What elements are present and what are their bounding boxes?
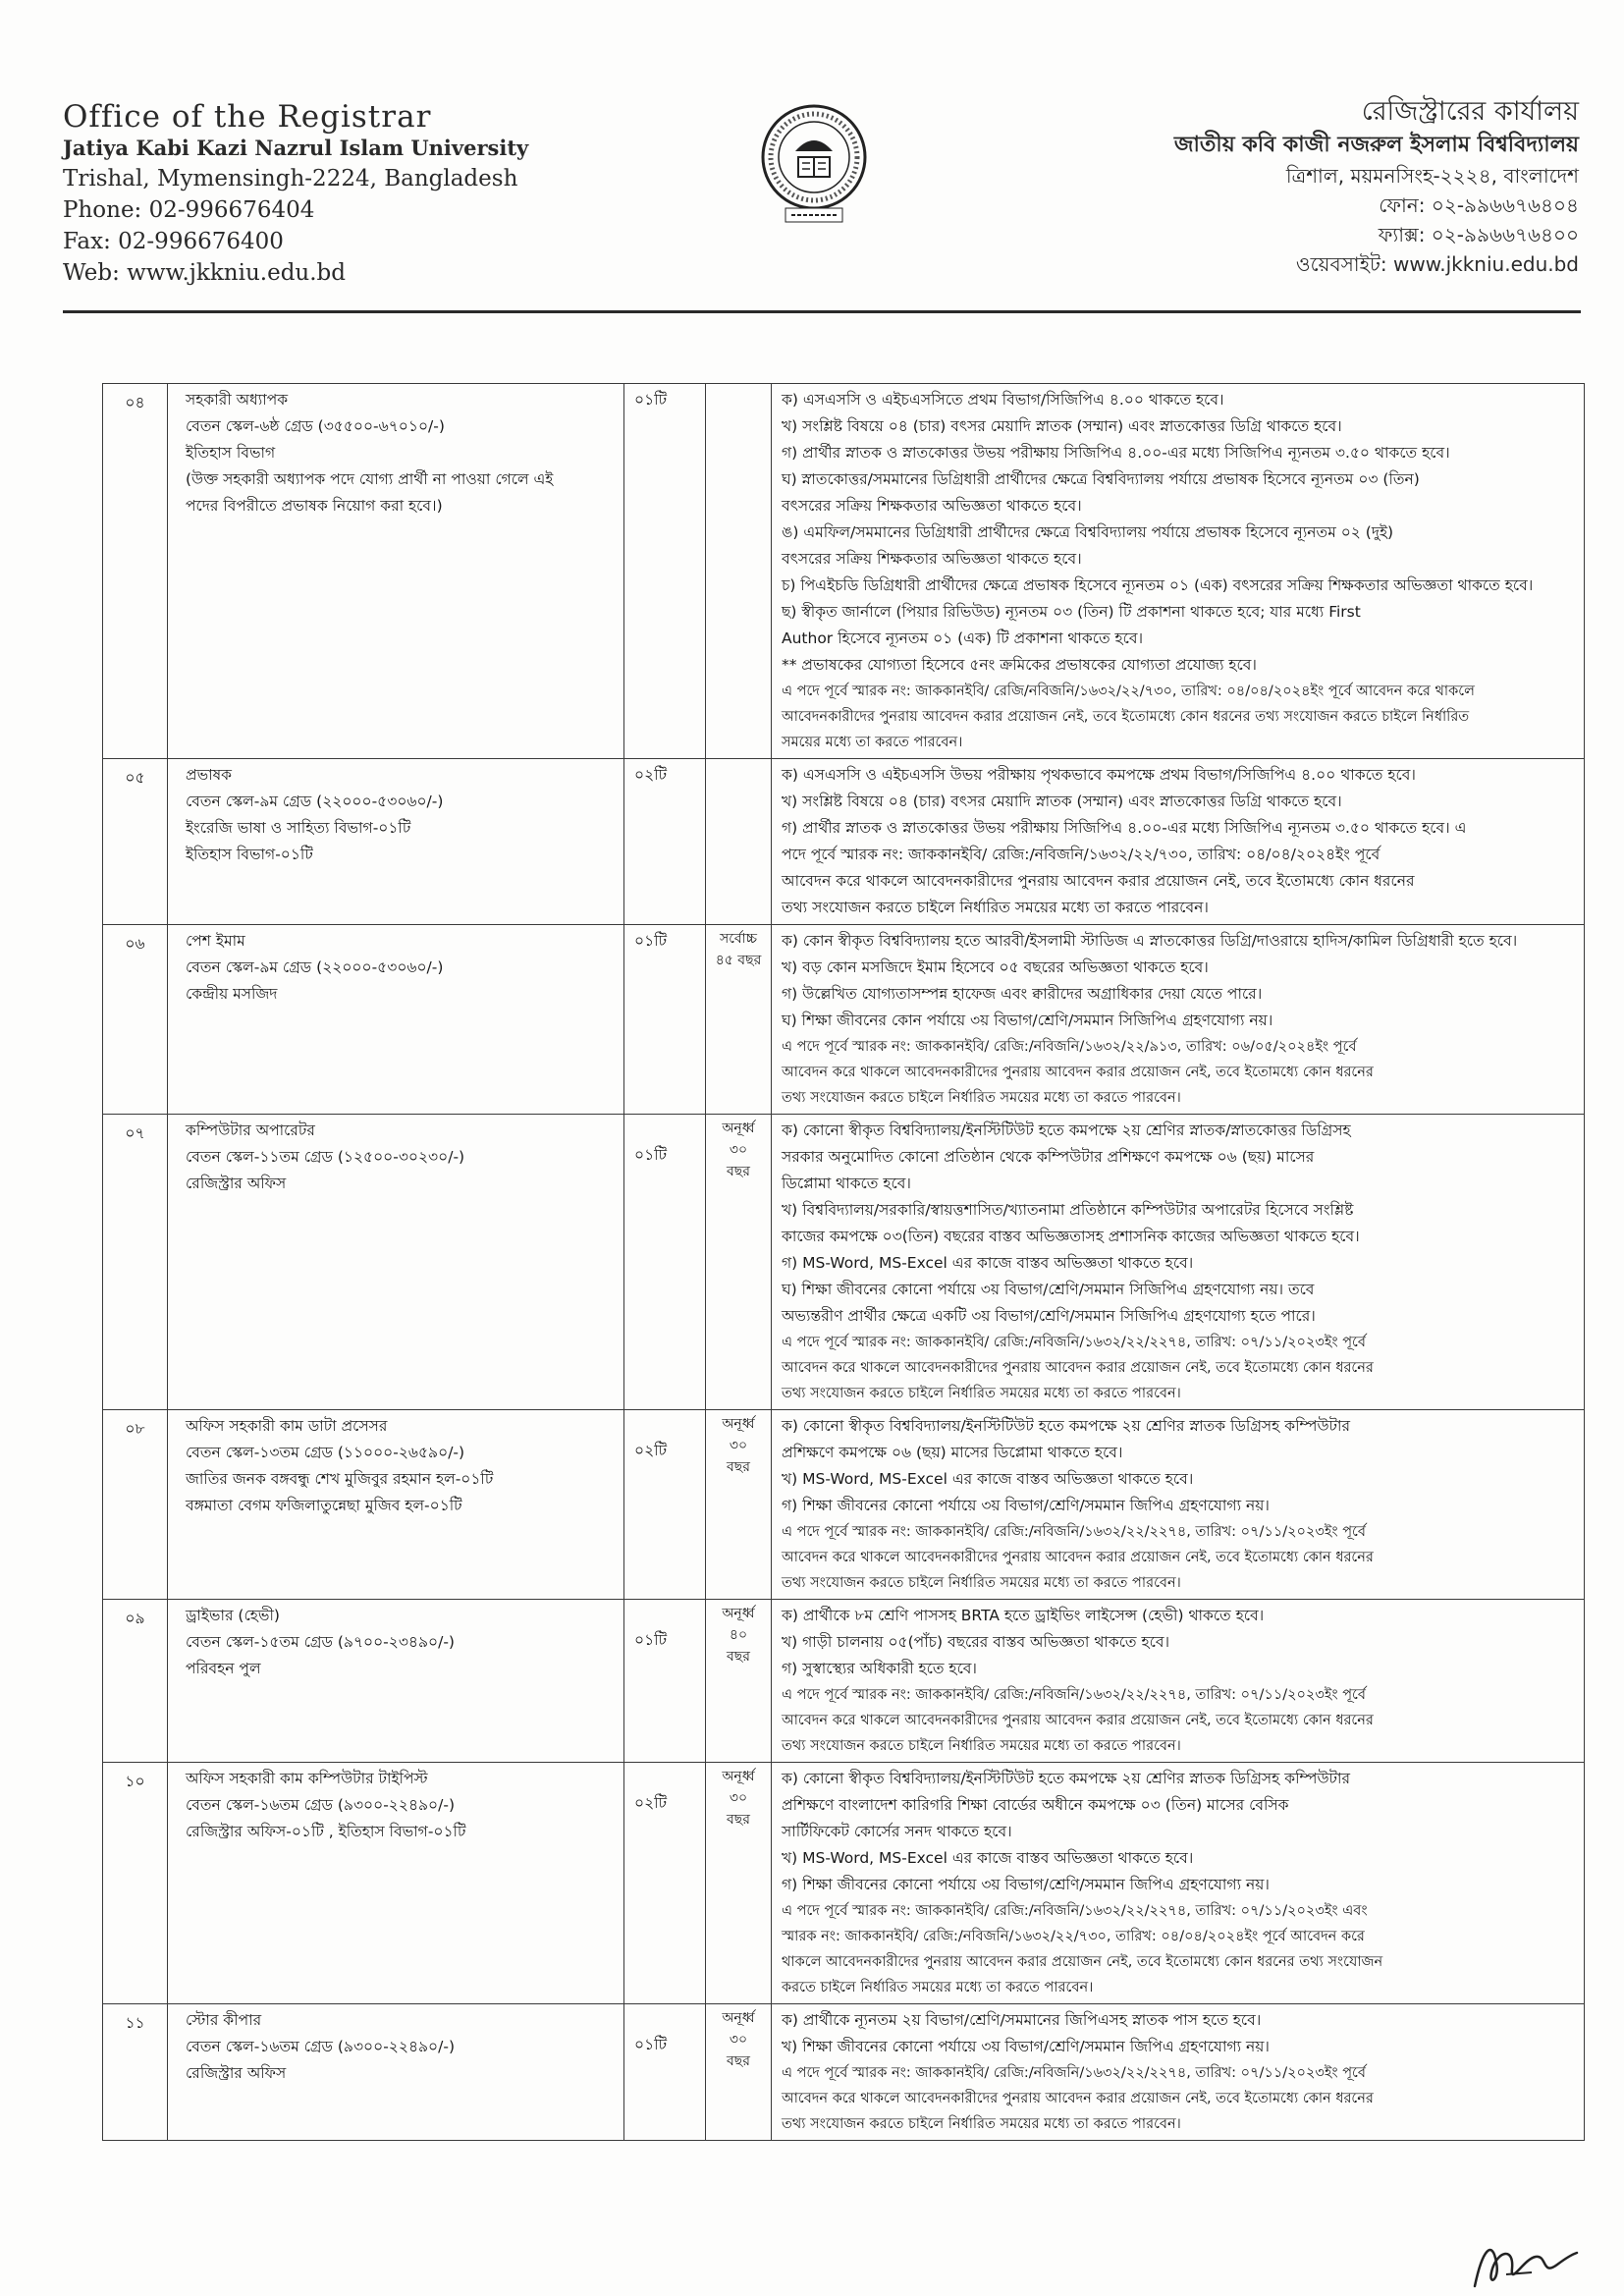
post-detail-line: রেজিস্ট্রার অফিস bbox=[186, 1175, 287, 1192]
post-detail-line: বেতন স্কেল-১৬তম গ্রেড (৯৩০০-২২৪৯০/-) bbox=[186, 2038, 456, 2055]
web-en: Web: www.jkkniu.edu.bd bbox=[63, 260, 347, 286]
post-count: ০১টি bbox=[624, 2004, 706, 2141]
post-title: কম্পিউটার অপারেটর bbox=[186, 1121, 315, 1139]
requirements-cell bbox=[772, 1115, 1585, 1410]
requirement-line: তথ্য সংযোজন করতে চাইলে নির্ধারিত সময়ের মধ্যে তা করতে পারবেন। bbox=[782, 899, 1209, 916]
requirement-line: ক) প্রার্থীকে ন্যূনতম ২য় বিভাগ/শ্রেণি/সমমানের জিপিএসহ স্নাতক পাস হতে হবে। bbox=[782, 2011, 1262, 2029]
requirements-cell bbox=[772, 2004, 1585, 2141]
requirement-line: ক) এসএসসি ও এইচএসসিতে প্রথম বিভাগ/সিজিপিএ ৪.০০ থাকতে হবে। bbox=[782, 391, 1224, 409]
previous-memo-note-line: এ পদে পূর্বে স্মারক নং: জাককানইবি/ রেজি/নবিজনি/১৬৩২/২২/৭৩০, তারিখ: ০৪/০৪/২০২৪ইং পূর্বে আবেদন করে থাকলে bbox=[782, 683, 1475, 699]
post-detail-line: বেতন স্কেল-৯ম গ্রেড (২২০০০-৫৩০৬০/-) bbox=[186, 793, 444, 810]
previous-memo-note-line: এ পদে পূর্বে স্মারক নং: জাককানইবি/ রেজি:/নবিজনি/১৬৩২/২২/২২৭৪, তারিখ: ০৭/১১/২০২৩ইং পূর্বে bbox=[782, 1524, 1366, 1540]
post-details-cell bbox=[168, 925, 624, 1115]
post-count: ০১টি bbox=[624, 1115, 706, 1410]
requirements-cell bbox=[772, 1410, 1585, 1600]
phone-en: Phone: 02-996676404 bbox=[63, 197, 315, 223]
serial-number: ০৮ bbox=[103, 1410, 168, 1600]
requirement-line: খ) MS-Word, MS-Excel এর কাজে বাস্তব অভিজ্ঞতা থাকতে হবে। bbox=[782, 1849, 1194, 1867]
requirement-line: ছ) স্বীকৃত জার্নালে (পিয়ার রিভিউড) ন্যূনতম ০৩ (তিন) টি প্রকাশনা থাকতে হবে; যার মধ্যে First bbox=[782, 603, 1361, 621]
serial-number: ১০ bbox=[103, 1763, 168, 2004]
requirement-line: প্রশিক্ষণে বাংলাদেশ কারিগরি শিক্ষা বোর্ডের অধীনে কমপক্ষে ০৩ (তিন) মাসের বেসিক bbox=[782, 1796, 1289, 1814]
university-name-en: Jatiya Kabi Kazi Nazrul Islam University bbox=[63, 136, 529, 160]
requirement-line: সরকার অনুমোদিত কোনো প্রতিষ্ঠান থেকে কম্পিউটার প্রশিক্ষণে কমপক্ষে ০৬ (ছয়) মাসের bbox=[782, 1148, 1315, 1166]
age-limit-cell bbox=[706, 1763, 772, 2004]
post-detail-line: রেজিস্ট্রার অফিস bbox=[186, 2064, 287, 2082]
previous-memo-note-line: আবেদনকারীদের পুনরায় আবেদন করার প্রয়োজন নেই, তবে ইতোমধ্যে কোন ধরনের তথ্য সংযোজন করতে চাইলে নির্ধারিত bbox=[782, 709, 1470, 725]
requirement-line: গ) উল্লেখিত যোগ্যতাসম্পন্ন হাফেজ এবং ক্বারীদের অগ্রাধিকার দেয়া যেতে পারে। bbox=[782, 985, 1263, 1003]
post-title: অফিস সহকারী কাম কম্পিউটার টাইপিস্ট bbox=[186, 1770, 428, 1787]
age-limit-line: ৩০ bbox=[729, 1438, 748, 1453]
requirement-line: পদে পূর্বে স্মারক নং: জাককানইবি/ রেজি:/নবিজনি/১৬৩২/২২/৭৩০, তারিখ: ০৪/০৪/২০২৪ইং পূর্বে bbox=[782, 846, 1380, 863]
signature bbox=[1463, 2229, 1581, 2296]
post-detail-line: রেজিস্ট্রার অফিস-০১টি , ইতিহাস বিভাগ-০১টি bbox=[186, 1823, 466, 1840]
serial-number: ০৯ bbox=[103, 1600, 168, 1763]
age-limit-line: ৩০ bbox=[729, 1142, 748, 1158]
post-detail-line: পরিবহন পুল bbox=[186, 1660, 261, 1677]
post-detail-line: বেতন স্কেল-৯ম গ্রেড (২২০০০-৫৩০৬০/-) bbox=[186, 958, 444, 976]
serial-number: ০৭ bbox=[103, 1115, 168, 1410]
previous-memo-note-line: আবেদন করে থাকলে আবেদনকারীদের পুনরায় আবেদন করার প্রয়োজন নেই, তবে ইতোমধ্যে কোন ধরনের bbox=[782, 1360, 1374, 1376]
table-row bbox=[103, 925, 1585, 1115]
requirement-line: গ) MS-Word, MS-Excel এর কাজে বাস্তব অভিজ্ঞতা থাকতে হবে। bbox=[782, 1254, 1194, 1272]
age-limit-line: বছর bbox=[727, 2053, 750, 2069]
age-limit-cell bbox=[706, 1600, 772, 1763]
header-divider bbox=[63, 310, 1581, 313]
age-limit-line: সর্বোচ্চ bbox=[720, 931, 757, 947]
post-count: ০২টি bbox=[624, 1410, 706, 1600]
university-name-bn: জাতীয় কবি কাজী নজরুল ইসলাম বিশ্ববিদ্যালয় bbox=[1173, 133, 1579, 157]
age-limit-cell bbox=[706, 759, 772, 925]
post-title: ড্রাইভার (হেভী) bbox=[186, 1607, 280, 1624]
age-limit-line: অনূর্ধ্ব bbox=[722, 1121, 755, 1136]
post-detail-line: বেতন স্কেল-৬ষ্ঠ গ্রেড (৩৫৫০০-৬৭০১০/-) bbox=[186, 417, 445, 435]
post-detail-line: (উক্ত সহকারী অধ্যাপক পদে যোগ্য প্রার্থী না পাওয়া গেলে এই bbox=[186, 470, 554, 488]
post-details-cell bbox=[168, 1115, 624, 1410]
post-title: পেশ ইমাম bbox=[186, 932, 245, 950]
post-count: ০১টি bbox=[624, 1600, 706, 1763]
age-limit-line: ৩০ bbox=[729, 1790, 748, 1806]
serial-number: ১১ bbox=[103, 2004, 168, 2141]
requirement-line: গ) শিক্ষা জীবনের কোনো পর্যায়ে ৩য় বিভাগ/শ্রেণি/সমমান জিপিএ গ্রহণযোগ্য নয়। bbox=[782, 1876, 1270, 1893]
requirement-line: ক) এসএসসি ও এইচএসসি উভয় পরীক্ষায় পৃথকভাবে কমপক্ষে প্রথম বিভাগ/সিজিপিএ ৪.০০ থাকতে হবে। bbox=[782, 766, 1416, 784]
requirement-line: ঘ) শিক্ষা জীবনের কোনো পর্যায়ে ৩য় বিভাগ/শ্রেণি/সমমান সিজিপিএ গ্রহণযোগ্য নয়। তবে bbox=[782, 1281, 1315, 1298]
table-row bbox=[103, 384, 1585, 759]
previous-memo-note-line: তথ্য সংযোজন করতে চাইলে নির্ধারিত সময়ের মধ্যে তা করতে পারবেন। bbox=[782, 2116, 1181, 2132]
requirement-line: Author হিসেবে ন্যূনতম ০১ (এক) টি প্রকাশনা থাকতে হবে। bbox=[782, 629, 1144, 647]
previous-memo-note-line: আবেদন করে থাকলে আবেদনকারীদের পুনরায় আবেদন করার প্রয়োজন নেই, তবে ইতোমধ্যে কোন ধরনের bbox=[782, 1550, 1374, 1565]
serial-number: ০৬ bbox=[103, 925, 168, 1115]
post-details-cell bbox=[168, 2004, 624, 2141]
requirement-line: ক) কোনো স্বীকৃত বিশ্ববিদ্যালয়/ইনস্টিটিউট হতে কমপক্ষে ২য় শ্রেণির স্নাতক ডিগ্রিসহ কম্পিউটার bbox=[782, 1770, 1351, 1787]
requirement-line: ক) কোনো স্বীকৃত বিশ্ববিদ্যালয়/ইনস্টিটিউট হতে কমপক্ষে ২য় শ্রেণির স্নাতক ডিগ্রিসহ কম্পিউটার bbox=[782, 1417, 1351, 1435]
previous-memo-note-line: তথ্য সংযোজন করতে চাইলে নির্ধারিত সময়ের মধ্যে তা করতে পারবেন। bbox=[782, 1386, 1181, 1401]
post-detail-line: বেতন স্কেল-১৬তম গ্রেড (৯৩০০-২২৪৯০/-) bbox=[186, 1796, 456, 1814]
post-detail-line: বঙ্গমাতা বেগম ফজিলাতুন্নেছা মুজিব হল-০১টি bbox=[186, 1497, 462, 1514]
requirement-line: বৎসরের সক্রিয় শিক্ষকতার অভিজ্ঞতা থাকতে হবে। bbox=[782, 497, 1082, 515]
previous-memo-note-line: থাকলে আবেদনকারীদের পুনরায় আবেদন করার প্রয়োজন নেই, তবে ইতোমধ্যে কোন ধরনের তথ্য সংযোজন bbox=[782, 1954, 1383, 1970]
previous-memo-note-line: এ পদে পূর্বে স্মারক নং: জাককানইবি/ রেজি:/নবিজনি/১৬৩২/২২/৯১৩, তারিখ: ০৬/০৫/২০২৪ইং পূর্বে bbox=[782, 1039, 1357, 1055]
age-limit-line: ৩০ bbox=[729, 2032, 748, 2048]
post-details-cell bbox=[168, 1600, 624, 1763]
previous-memo-note-line: এ পদে পূর্বে স্মারক নং: জাককানইবি/ রেজি:/নবিজনি/১৬৩২/২২/২২৭৪, তারিখ: ০৭/১১/২০২৩ইং পূর্বে bbox=[782, 1687, 1366, 1703]
post-title: স্টোর কীপার bbox=[186, 2011, 262, 2029]
requirement-line: ক) কোনো স্বীকৃত বিশ্ববিদ্যালয়/ইনস্টিটিউট হতে কমপক্ষে ২য় শ্রেণির স্নাতক/স্নাতকোত্তর ডিগ্রিসহ bbox=[782, 1121, 1351, 1139]
previous-memo-note-line: এ পদে পূর্বে স্মারক নং: জাককানইবি/ রেজি:/নবিজনি/১৬৩২/২২/২২৭৪, তারিখ: ০৭/১১/২০২৩ইং পূর্বে bbox=[782, 2065, 1366, 2081]
requirement-line: বৎসরের সক্রিয় শিক্ষকতার অভিজ্ঞতা থাকতে হবে। bbox=[782, 550, 1082, 568]
post-details-cell bbox=[168, 384, 624, 759]
requirement-line: কাজের কমপক্ষে ০৩(তিন) বছরের বাস্তব অভিজ্ঞতাসহ প্রশাসনিক কাজের অভিজ্ঞতা থাকতে হবে। bbox=[782, 1228, 1360, 1245]
previous-memo-note-line: এ পদে পূর্বে স্মারক নং: জাককানইবি/ রেজি:/নবিজনি/১৬৩২/২২/২২৭৪, তারিখ: ০৭/১১/২০২৩ইং এবং bbox=[782, 1903, 1368, 1919]
age-limit-cell bbox=[706, 1410, 772, 1600]
post-detail-line: পদের বিপরীতে প্রভাষক নিয়োগ করা হবে।) bbox=[186, 497, 443, 515]
age-limit-line: অনূর্ধ্ব bbox=[722, 2010, 755, 2026]
post-detail-line: কেন্দ্রীয় মসজিদ bbox=[186, 985, 278, 1003]
post-count: ০২টি bbox=[624, 1763, 706, 2004]
previous-memo-note-line: এ পদে পূর্বে স্মারক নং: জাককানইবি/ রেজি:/নবিজনি/১৬৩২/২২/২২৭৪, তারিখ: ০৭/১১/২০২৩ইং পূর্বে bbox=[782, 1335, 1366, 1350]
requirement-line: খ) MS-Word, MS-Excel এর কাজে বাস্তব অভিজ্ঞতা থাকতে হবে। bbox=[782, 1470, 1194, 1488]
header-bangla-block bbox=[1068, 94, 1579, 279]
requirement-line: প্রশিক্ষণে কমপক্ষে ০৬ (ছয়) মাসের ডিপ্লোমা থাকতে হবে। bbox=[782, 1444, 1123, 1461]
previous-memo-note-line: তথ্য সংযোজন করতে চাইলে নির্ধারিত সময়ের মধ্যে তা করতে পারবেন। bbox=[782, 1575, 1181, 1591]
web-bn: ওয়েবসাইট: www.jkkniu.edu.bd bbox=[1295, 252, 1579, 276]
serial-number: ০৫ bbox=[103, 759, 168, 925]
requirement-line: আবেদন করে থাকলে আবেদনকারীদের পুনরায় আবেদন করার প্রয়োজন নেই, তবে ইতোমধ্যে কোন ধরনের bbox=[782, 872, 1415, 890]
requirement-line: গ) প্রার্থীর স্নাতক ও স্নাতকোত্তর উভয় পরীক্ষায় সিজিপিএ ৪.০০-এর মধ্যে সিজিপিএ ন্যূনতম ৩.৫০ থাকতে হবে। bbox=[782, 444, 1450, 462]
age-limit-cell bbox=[706, 2004, 772, 2141]
post-detail-line: জাতির জনক বঙ্গবন্ধু শেখ মুজিবুর রহমান হল-০১টি bbox=[186, 1470, 494, 1488]
previous-memo-note-line: করতে চাইলে নির্ধারিত সময়ের মধ্যে তা করতে পারবেন। bbox=[782, 1980, 1094, 1995]
job-table-body bbox=[103, 384, 1585, 2141]
age-limit-line: অনূর্ধ্ব bbox=[722, 1606, 755, 1621]
previous-memo-note-line: তথ্য সংযোজন করতে চাইলে নির্ধারিত সময়ের মধ্যে তা করতে পারবেন। bbox=[782, 1090, 1181, 1106]
table-row bbox=[103, 1600, 1585, 1763]
requirement-line: খ) বিশ্ববিদ্যালয়/সরকারি/স্বায়ত্তশাসিত/খ্যাতনামা প্রতিষ্ঠানে কম্পিউটার অপারেটর হিসেবে সংশ্লিষ্ট bbox=[782, 1201, 1354, 1219]
fax-en: Fax: 02-996676400 bbox=[63, 229, 284, 254]
age-limit-line: ৪৫ বছর bbox=[715, 953, 762, 968]
table-row bbox=[103, 1115, 1585, 1410]
age-limit-line: অনূর্ধ্ব bbox=[722, 1416, 755, 1432]
age-limit-line: বছর bbox=[727, 1459, 750, 1475]
age-limit-cell bbox=[706, 384, 772, 759]
requirement-line: ক) কোন স্বীকৃত বিশ্ববিদ্যালয় হতে আরবী/ইসলামী স্টাডিজ এ স্নাতকোত্তর ডিগ্রি/দাওরায়ে হাদিস/কামিল ডিগ্রিধারী হতে হবে। bbox=[782, 932, 1518, 950]
post-title: অফিস সহকারী কাম ডাটা প্রসেসর bbox=[186, 1417, 388, 1435]
age-limit-cell bbox=[706, 925, 772, 1115]
address-en: Trishal, Mymensingh-2224, Bangladesh bbox=[63, 166, 518, 191]
table-row bbox=[103, 2004, 1585, 2141]
table-row bbox=[103, 759, 1585, 925]
previous-memo-note-line: আবেদন করে থাকলে আবেদনকারীদের পুনরায় আবেদন করার প্রয়োজন নেই, তবে ইতোমধ্যে কোন ধরনের bbox=[782, 1065, 1374, 1080]
requirements-cell bbox=[772, 384, 1585, 759]
fax-bn: ফ্যাক্স: ০২-৯৯৬৬৭৬৪০০ bbox=[1378, 223, 1579, 246]
post-title: প্রভাষক bbox=[186, 766, 233, 784]
post-detail-line: বেতন স্কেল-১১তম গ্রেড (১২৫০০-৩০২৩০/-) bbox=[186, 1148, 465, 1166]
requirement-line: সার্টিফিকেট কোর্সের সনদ থাকতে হবে। bbox=[782, 1823, 1012, 1840]
post-count: ০২টি bbox=[624, 759, 706, 925]
requirement-line: খ) গাড়ী চালনায় ০৫(পাঁচ) বছরের বাস্তব অভিজ্ঞতা থাকতে হবে। bbox=[782, 1633, 1170, 1651]
phone-bn: ফোন: ০২-৯৯৬৬৭৬৪০৪ bbox=[1379, 193, 1579, 217]
age-limit-line: অনূর্ধ্ব bbox=[722, 1769, 755, 1784]
previous-memo-note-line: তথ্য সংযোজন করতে চাইলে নির্ধারিত সময়ের মধ্যে তা করতে পারবেন। bbox=[782, 1738, 1181, 1754]
post-details-cell bbox=[168, 759, 624, 925]
requirement-line: গ) প্রার্থীর স্নাতক ও স্নাতকোত্তর উভয় পরীক্ষায় সিজিপিএ ৪.০০-এর মধ্যে সিজিপিএ ন্যূনতম ৩.৫০ থাকতে হবে। এ bbox=[782, 819, 1467, 837]
requirement-line: অভ্যন্তরীণ প্রার্থীর ক্ষেত্রে একটি ৩য় বিভাগ/শ্রেণি/সমমান সিজিপিএ গ্রহণযোগ্য হতে পারে। bbox=[782, 1307, 1316, 1325]
post-detail-line: বেতন স্কেল-১৫তম গ্রেড (৯৭০০-২৩৪৯০/-) bbox=[186, 1633, 455, 1651]
requirement-line: ঘ) স্নাতকোত্তর/সমমানের ডিগ্রিধারী প্রার্থীদের ক্ষেত্রে বিশ্ববিদ্যালয় পর্যায়ে প্রভাষক হিসেবে ন্যূনতম ০৩ (তিন) bbox=[782, 470, 1420, 488]
age-limit-line: বছর bbox=[727, 1812, 750, 1828]
requirements-cell bbox=[772, 759, 1585, 925]
office-title-en: Office of the Registrar bbox=[63, 99, 432, 135]
post-details-cell bbox=[168, 1410, 624, 1600]
office-title-bn: রেজিস্ট্রারের কার্যালয় bbox=[1361, 96, 1579, 127]
previous-memo-note-line: আবেদন করে থাকলে আবেদনকারীদের পুনরায় আবেদন করার প্রয়োজন নেই, তবে ইতোমধ্যে কোন ধরনের bbox=[782, 2091, 1374, 2106]
post-count: ০১টি bbox=[624, 925, 706, 1115]
requirement-line: ঘ) শিক্ষা জীবনের কোন পর্যায়ে ৩য় বিভাগ/শ্রেণি/সমমান সিজিপিএ গ্রহণযোগ্য নয়। bbox=[782, 1011, 1273, 1029]
previous-memo-note-line: স্মারক নং: জাককানইবি/ রেজি:/নবিজনি/১৬৩২/২২/৭৩০, তারিখ: ০৪/০৪/২০২৪ইং পূর্বে আবেদন করে bbox=[782, 1929, 1365, 1944]
post-detail-line: বেতন স্কেল-১৩তম গ্রেড (১১০০০-২৬৫৯০/-) bbox=[186, 1444, 465, 1461]
requirements-cell bbox=[772, 1763, 1585, 2004]
age-limit-line: বছর bbox=[727, 1164, 750, 1179]
requirement-line: চ) পিএইচডি ডিগ্রিধারী প্রার্থীদের ক্ষেত্রে প্রভাষক হিসেবে ন্যূনতম ০১ (এক) বৎসরের সক্রিয় শিক্ষকতার অভিজ্ঞতা থাকতে হবে। bbox=[782, 576, 1534, 594]
header-english-block bbox=[63, 100, 573, 289]
age-limit-cell bbox=[706, 1115, 772, 1410]
job-table bbox=[102, 383, 1585, 2141]
requirement-line: খ) সংশ্লিষ্ট বিষয়ে ০৪ (চার) বৎসর মেয়াদি স্নাতক (সম্মান) এবং স্নাতকোত্তর ডিগ্রি থাকতে হবে। bbox=[782, 793, 1342, 810]
requirements-cell bbox=[772, 1600, 1585, 1763]
requirement-line: গ) সুস্বাস্থ্যের অধিকারী হতে হবে। bbox=[782, 1660, 977, 1677]
university-logo bbox=[756, 102, 872, 226]
requirement-line: ** প্রভাষকের যোগ্যতা হিসেবে ৫নং ক্রমিকের প্রভাষকের যোগ্যতা প্রযোজ্য হবে। bbox=[782, 656, 1257, 674]
post-detail-line: ইতিহাস বিভাগ bbox=[186, 444, 276, 462]
previous-memo-note-line: আবেদন করে থাকলে আবেদনকারীদের পুনরায় আবেদন করার প্রয়োজন নেই, তবে ইতোমধ্যে কোন ধরনের bbox=[782, 1713, 1374, 1728]
post-detail-line: ইতিহাস বিভাগ-০১টি bbox=[186, 846, 313, 863]
requirement-line: ঙ) এমফিল/সমমানের ডিগ্রিধারী প্রার্থীদের ক্ষেত্রে বিশ্ববিদ্যালয় পর্যায়ে প্রভাষক হিসেবে ন্যূনতম ০২ (দুই) bbox=[782, 523, 1394, 541]
previous-memo-note-line: সময়ের মধ্যে তা করতে পারবেন। bbox=[782, 735, 963, 750]
serial-number: ০৪ bbox=[103, 384, 168, 759]
age-limit-line: বছর bbox=[727, 1649, 750, 1665]
requirement-line: খ) সংশ্লিষ্ট বিষয়ে ০৪ (চার) বৎসর মেয়াদি স্নাতক (সম্মান) এবং স্নাতকোত্তর ডিগ্রি থাকতে হবে। bbox=[782, 417, 1342, 435]
post-details-cell bbox=[168, 1763, 624, 2004]
table-row bbox=[103, 1410, 1585, 1600]
post-count: ০১টি bbox=[624, 384, 706, 759]
table-row bbox=[103, 1763, 1585, 2004]
requirements-cell bbox=[772, 925, 1585, 1115]
age-limit-line: ৪০ bbox=[729, 1627, 748, 1643]
requirement-line: খ) বড় কোন মসজিদে ইমাম হিসেবে ০৫ বছরের অভিজ্ঞতা থাকতে হবে। bbox=[782, 958, 1209, 976]
requirement-line: ক) প্রার্থীকে ৮ম শ্রেণি পাসসহ BRTA হতে ড্রাইভিং লাইসেন্স (হেভী) থাকতে হবে। bbox=[782, 1607, 1265, 1624]
post-title: সহকারী অধ্যাপক bbox=[186, 391, 289, 409]
requirement-line: গ) শিক্ষা জীবনের কোনো পর্যায়ে ৩য় বিভাগ/শ্রেণি/সমমান জিপিএ গ্রহণযোগ্য নয়। bbox=[782, 1497, 1270, 1514]
requirement-line: ডিপ্লোমা থাকতে হবে। bbox=[782, 1175, 911, 1192]
address-bn: ত্রিশাল, ময়মনসিংহ-২২২৪, বাংলাদেশ bbox=[1285, 164, 1579, 188]
post-detail-line: ইংরেজি ভাষা ও সাহিত্য বিভাগ-০১টি bbox=[186, 819, 411, 837]
requirement-line: খ) শিক্ষা জীবনের কোনো পর্যায়ে ৩য় বিভাগ/শ্রেণি/সমমান জিপিএ গ্রহণযোগ্য নয়। bbox=[782, 2038, 1270, 2055]
